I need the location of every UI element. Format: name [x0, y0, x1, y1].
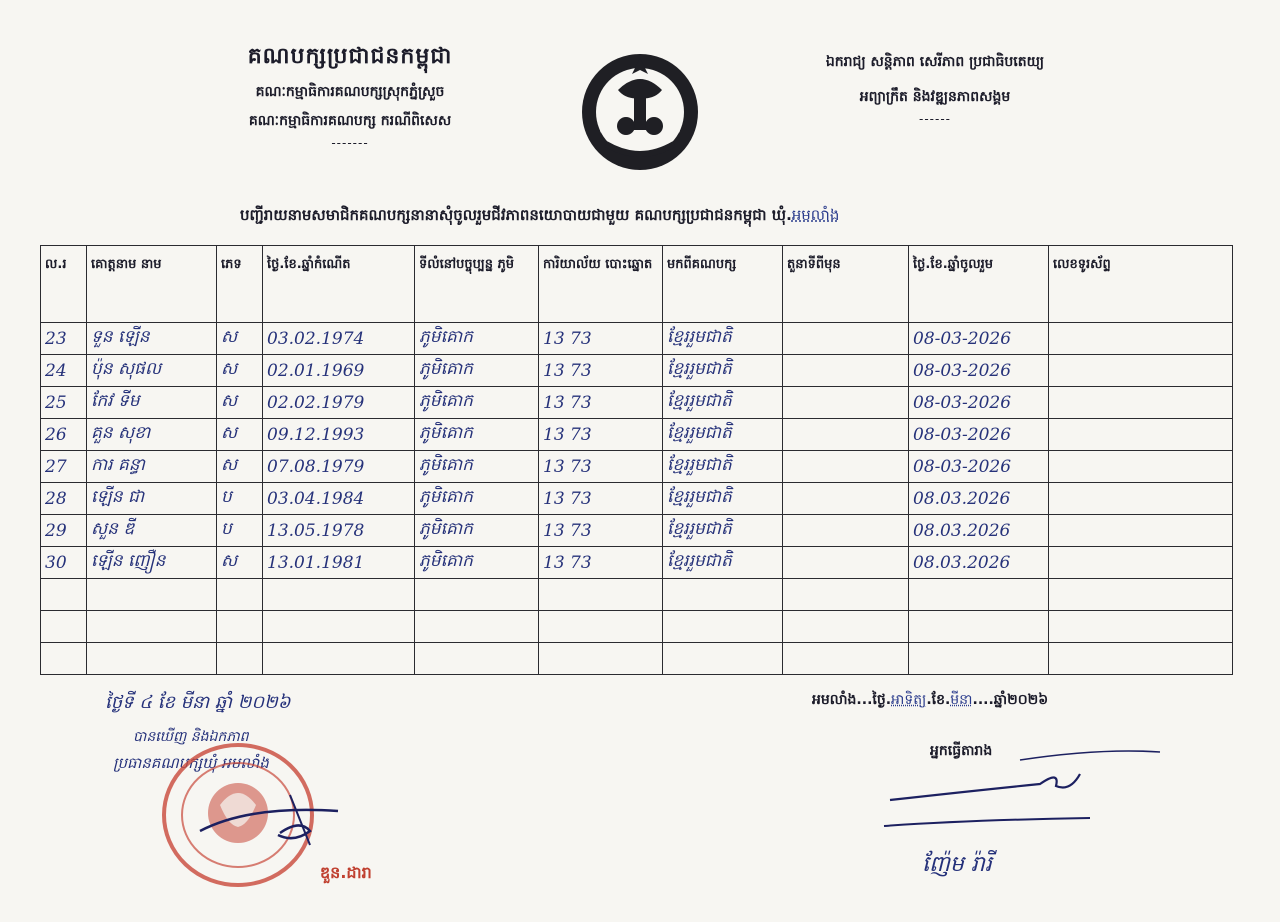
cell-phone — [1049, 515, 1233, 547]
kingdom-motto — [780, 52, 1090, 126]
cell-village: ភូមិគោក — [415, 355, 539, 387]
cell-phone — [1049, 611, 1233, 643]
column-header: លេខទូរស័ព្ទ — [1049, 246, 1233, 323]
cell-sex — [217, 579, 263, 611]
cell-office: 13 73 — [539, 387, 663, 419]
cell-office: 13 73 — [539, 547, 663, 579]
cell-phone — [1049, 579, 1233, 611]
cell-name: ការ គន្ធា — [87, 451, 217, 483]
cell-party: ខ្មែររួមជាតិ — [663, 387, 783, 419]
motto-line-2: អព្យាក្រឹត និងវឌ្ឍនភាពសង្គម — [859, 89, 1011, 105]
cell-party — [663, 643, 783, 675]
cell-office: 13 73 — [539, 451, 663, 483]
cell-joined — [909, 643, 1049, 675]
table-body — [41, 323, 1233, 675]
cell-phone — [1049, 483, 1233, 515]
cell-no: 25 — [41, 387, 87, 419]
table-row — [41, 387, 1233, 419]
cell-dob: 07.08.1979 — [263, 451, 415, 483]
document-title — [240, 206, 1080, 228]
cell-joined: 08-03-2026 — [909, 451, 1049, 483]
cell-party: ខ្មែររួមជាតិ — [663, 547, 783, 579]
column-header: មកពីគណបក្ស — [663, 246, 783, 323]
cell-phone — [1049, 387, 1233, 419]
cell-no: 30 — [41, 547, 87, 579]
table-header-row — [41, 246, 1233, 323]
cell-joined: 08-03-2026 — [909, 387, 1049, 419]
cell-dob: 09.12.1993 — [263, 419, 415, 451]
cell-joined: 08-03-2026 — [909, 355, 1049, 387]
cell-phone — [1049, 547, 1233, 579]
special-committee: គណៈកម្មាធិការគណបក្ស ករណីពិសេស — [248, 113, 452, 129]
cell-no: 28 — [41, 483, 87, 515]
cell-sex: ប — [217, 515, 263, 547]
cell-office: 13 73 — [539, 323, 663, 355]
cell-party: ខ្មែររួមជាតិ — [663, 515, 783, 547]
cell-no — [41, 643, 87, 675]
cell-phone — [1049, 323, 1233, 355]
cell-name: ទួន ឡើន — [87, 323, 217, 355]
cell-village: ភូមិគោក — [415, 387, 539, 419]
approval-seen: បានឃើញ និងឯកភាព — [133, 729, 249, 745]
cell-party — [663, 611, 783, 643]
cell-dob — [263, 611, 415, 643]
table-row — [41, 643, 1233, 675]
cell-role — [783, 611, 909, 643]
cell-dob — [263, 643, 415, 675]
cell-role — [783, 547, 909, 579]
column-header: ថ្ងៃ.ខែ.ឆ្នាំចូលរួម — [909, 246, 1049, 323]
table-row — [41, 419, 1233, 451]
cell-office: 13 73 — [539, 355, 663, 387]
cell-sex: ស — [217, 387, 263, 419]
cell-no — [41, 611, 87, 643]
cell-phone — [1049, 419, 1233, 451]
cell-party: ខ្មែររួមជាតិ — [663, 419, 783, 451]
prepared-date — [812, 690, 1172, 711]
column-header: ទីលំនៅបច្ចុប្បន្ន ភូមិ — [415, 246, 539, 323]
table-row — [41, 611, 1233, 643]
column-header: តួនាទីពីមុន — [783, 246, 909, 323]
cell-role — [783, 451, 909, 483]
cell-role — [783, 387, 909, 419]
table-row — [41, 515, 1233, 547]
cell-joined: 08.03.2026 — [909, 547, 1049, 579]
cell-name: គួន សុខា — [87, 419, 217, 451]
cell-village: ភូមិគោក — [415, 515, 539, 547]
cell-role — [783, 515, 909, 547]
cell-no: 26 — [41, 419, 87, 451]
cell-office — [539, 579, 663, 611]
cell-role — [783, 483, 909, 515]
cell-joined: 08.03.2026 — [909, 483, 1049, 515]
cell-dob: 02.01.1969 — [263, 355, 415, 387]
cell-no: 29 — [41, 515, 87, 547]
cell-name: ឡើន ជា — [87, 483, 217, 515]
cell-party: ខ្មែររួមជាតិ — [663, 323, 783, 355]
red-seal-icon — [160, 735, 340, 895]
cell-village: ភូមិគោក — [415, 483, 539, 515]
cell-office — [539, 643, 663, 675]
preparer-role: អ្នកធ្វើតារាង — [930, 743, 993, 759]
date-suffix: ....ឆ្នាំ២០២៦ — [972, 692, 1049, 708]
cell-name: កែវ ទីម — [87, 387, 217, 419]
column-header: ភេទ — [217, 246, 263, 323]
cell-role — [783, 323, 909, 355]
cell-joined: 08.03.2026 — [909, 515, 1049, 547]
cell-village: ភូមិគោក — [415, 323, 539, 355]
table-row — [41, 579, 1233, 611]
cell-village: ភូមិគោក — [415, 451, 539, 483]
cell-sex: ស — [217, 547, 263, 579]
cell-party: ខ្មែររួមជាតិ — [663, 483, 783, 515]
cell-party: ខ្មែររួមជាតិ — [663, 451, 783, 483]
party-emblem-icon — [578, 40, 702, 174]
cell-village — [415, 643, 539, 675]
motto-divider: ------ — [919, 112, 951, 126]
right-signer-name: ញ៉ែម រ៉ារី — [922, 852, 992, 877]
cell-no: 24 — [41, 355, 87, 387]
cell-office: 13 73 — [539, 419, 663, 451]
table-row — [41, 483, 1233, 515]
approval-date: ថ្ងៃទី ៤ ខែ មីនា ឆ្នាំ ២០២៦ — [105, 692, 291, 713]
cell-village: ភូមិគោក — [415, 419, 539, 451]
cell-no: 27 — [41, 451, 87, 483]
cell-village: ភូមិគោក — [415, 547, 539, 579]
date-mid: .ខែ. — [926, 692, 951, 708]
column-header: ល.រ — [41, 246, 87, 323]
cell-name: ប៉ុន សុផល — [87, 355, 217, 387]
signature-icon — [870, 740, 1170, 830]
cell-phone — [1049, 355, 1233, 387]
district-committee: គណៈកម្មាធិការគណបក្សស្រុកភ្នំស្រួច — [255, 84, 445, 100]
cell-dob: 02.02.1979 — [263, 387, 415, 419]
column-header: ការិយាល័យ បោះឆ្នោត — [539, 246, 663, 323]
cell-sex: ស — [217, 419, 263, 451]
cell-sex — [217, 611, 263, 643]
date-prefix: អមលាំង...ថ្ងៃ. — [812, 692, 892, 708]
member-table — [40, 245, 1233, 675]
title-text: បញ្ជីរាយនាមសមាជិកគណបក្សនានាសុំចូលរួមជីវភាពនយោបាយជាមួយ គណបក្សប្រជាជនកម្ពុជា ឃុំ. — [240, 206, 792, 224]
cell-dob — [263, 579, 415, 611]
motto-line-1: ឯករាជ្យ សន្តិភាព សេរីភាព ប្រជាធិបតេយ្យ — [825, 54, 1045, 70]
cell-name — [87, 611, 217, 643]
table-row — [41, 323, 1233, 355]
cell-role — [783, 643, 909, 675]
cell-role — [783, 579, 909, 611]
cell-joined — [909, 611, 1049, 643]
cell-no: 23 — [41, 323, 87, 355]
cell-sex: ស — [217, 323, 263, 355]
cell-role — [783, 419, 909, 451]
cell-name — [87, 643, 217, 675]
cell-name: ឡើន ញឿន — [87, 547, 217, 579]
date-month: មីនា — [950, 692, 973, 708]
cell-dob: 13.05.1978 — [263, 515, 415, 547]
cell-sex — [217, 643, 263, 675]
cell-office: 13 73 — [539, 483, 663, 515]
cell-party — [663, 579, 783, 611]
left-signer-name: ឌួន.ដារា — [320, 863, 372, 882]
title-commune: អមលាំង — [791, 206, 840, 224]
cell-village — [415, 579, 539, 611]
approval-title: ប្រធានគណបក្សឃុំ អមលាំង — [113, 754, 269, 772]
cell-office — [539, 611, 663, 643]
cell-no — [41, 579, 87, 611]
cell-sex: ប — [217, 483, 263, 515]
cell-name — [87, 579, 217, 611]
table-row — [41, 451, 1233, 483]
table-row — [41, 547, 1233, 579]
cell-phone — [1049, 643, 1233, 675]
cell-dob: 03.02.1974 — [263, 323, 415, 355]
date-weekday: អាទិត្យ — [891, 692, 927, 708]
column-header: ថ្ងៃ.ខែ.ឆ្នាំកំណើត — [263, 246, 415, 323]
column-header: គោត្តនាម នាម — [87, 246, 217, 323]
cell-sex: ស — [217, 451, 263, 483]
cell-village — [415, 611, 539, 643]
cell-phone — [1049, 451, 1233, 483]
table-row — [41, 355, 1233, 387]
cell-joined: 08-03-2026 — [909, 419, 1049, 451]
header-divider: ------- — [331, 136, 369, 150]
cell-name: សួន ឌី — [87, 515, 217, 547]
party-name: គណបក្សប្រជាជនកម្ពុជា — [247, 44, 453, 69]
cell-office: 13 73 — [539, 515, 663, 547]
cell-sex: ស — [217, 355, 263, 387]
party-header — [200, 42, 500, 150]
cell-dob: 13.01.1981 — [263, 547, 415, 579]
cell-party: ខ្មែររួមជាតិ — [663, 355, 783, 387]
cell-dob: 03.04.1984 — [263, 483, 415, 515]
cell-joined — [909, 579, 1049, 611]
cell-role — [783, 355, 909, 387]
cell-joined: 08-03-2026 — [909, 323, 1049, 355]
